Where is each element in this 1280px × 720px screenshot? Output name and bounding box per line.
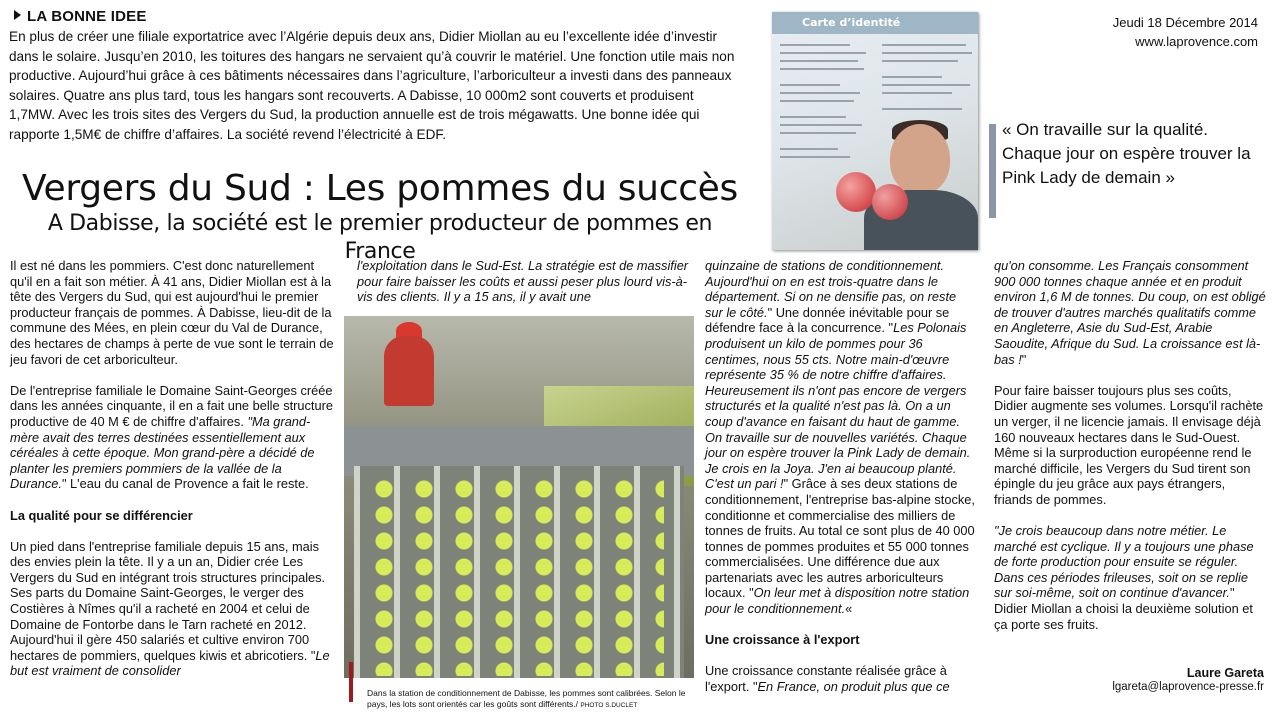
article-subheadline: A Dabisse, la société est le premier producteur de pommes en France [47, 211, 713, 264]
paragraph: De l'entreprise familiale le Domaine Saint-Georges créée dans les années cinquante, il en a fait une belle structure productive de 40 M € de chiffre d'affaires. "Ma grand-mère avait des terres destinées essentiellement aux céréales à cette époque. Mon grand-père a décidé de planter les premiers pommiers de la vallée de la Durance." L'eau du canal de Provence a fait le reste. [10, 382, 333, 492]
publication-date: Jeudi 18 Décembre 2014 [1112, 15, 1258, 30]
paragraph: "Je crois beaucoup dans notre métier. Le marché est cyclique. Il y a toujours une phase de forte production pour ensuite se réguler. Dans ces périodes frileuses, soit on se replie sur soi-même, soit on continue d'avancer." Didier Miollan a choisi la deuxième solution et ça porte ses fruits. [994, 523, 1254, 632]
photo-credit: PHOTO S.DUCLET [580, 702, 638, 709]
id-card-banner: Carte d’identité [772, 12, 978, 34]
column-4 [994, 258, 1266, 648]
apple-icon [836, 172, 876, 212]
publication-site[interactable]: www.laprovence.com [1135, 34, 1258, 49]
column-3 [705, 258, 977, 710]
paragraph: l'exploitation dans le Sud-Est. La stratégie est de massifier pour faire baisser les coûts et aussi peser plus lourd vis-à-vis des clients. Il y a 15 ans, il y avait une [357, 258, 689, 305]
id-card-image [772, 12, 978, 250]
paragraph: Un pied dans l'entreprise familiale depuis 15 ans, mais des envies plein la tête. Il y a un an, Didier crée Les Vergers du Sud en intégrant trois structures principales. Ses parts du Domaine Saint-Georges, le verger des Costières à Nîmes qu'il a racheté en 2004 et celui de Domaine de Fontorbe dans le Tarn racheté en 2012. Aujourd'hui il gère 450 salariés et cultive environ 700 hectares de pommiers, quelques kiwis et abricotiers. "Le but est vraiment de consolider [10, 538, 330, 679]
box-text: En plus de créer une filiale exportatrice avec l’Algérie depuis deux ans, Didier Miollan au eu l’excellente idée d’investir dans le solaire. Jusqu’en 2010, les toitures des hangars ne servaient qu’à couvrir le matériel. Une fonction utile mais non productive. Aujourd’hui grâce à ces bâtiments nécessaires dans l’agriculture, l’arboriculteur a investi dans des panneaux solaires. Quatre ans plus tard, tous les hangars sont recouverts. A Dabisse, 10 000m2 sont couverts et produisent 1,7MW. Avec les trois sites des Vergers du Sud, la production annuelle est de trois mégawatts. Une bonne idée qui rapporte 1,5M€ de chiffre d’affaires. La société revend l’électricité à EDF. [9, 29, 735, 142]
paragraph: Une croissance constante réalisée grâce à l'export. "En France, on produit plus que ce [705, 663, 950, 695]
box-heading [14, 8, 147, 25]
article-headline: Vergers du Sud : Les pommes du succès [21, 168, 738, 209]
paragraph: Il est né dans les pommiers. C'est donc naturellement qu'il en a fait son métier. À 41 ans, Didier Miollan est à la tête des Vergers du Sud, qui est aujourd'hui le premier producteur français de pommes. À Dabisse, lieu-dit de la commune des Mées, en plein cœur du Val de Durance, des hectares de champs à perte de vue sont le terrain de jeu favori de cet arboriculteur. [10, 258, 334, 367]
caption-bar [349, 662, 353, 702]
paragraph: Pour faire baisser toujours plus ses coûts, Didier augmente ses volumes. Lorsqu'il rachète un verger, il ne licencie jamais. Il envisage déjà 160 nouveaux hectares dans le Sud-Ouest. Même si la surproduction européenne rend le marché difficile, les Vergers du Sud tirent son épingle du jeu grâce aux pays étrangers, friands de pommes. [994, 382, 1264, 507]
sorting-line-photo [344, 316, 694, 678]
photo-caption: Dans la station de conditionnement de Dabisse, les pommes sont calibrées. Selon le pays, les lots sont orientés car les goûts sont différents./ PHOTO S.DUCLET [367, 688, 686, 709]
quote-bar [989, 124, 996, 218]
apple-icon [872, 184, 908, 220]
author-email[interactable]: lgareta@laprovence-presse.fr [1112, 681, 1264, 693]
section-heading: La qualité pour se différencier [10, 507, 193, 523]
section-heading: Une croissance à l'export [705, 632, 860, 648]
box-heading-text: LA BONNE IDEE [27, 8, 147, 25]
column-1 [10, 258, 338, 695]
apples-on-belt [364, 476, 664, 676]
worker-figure [384, 336, 434, 406]
triangle-bullet-icon [14, 10, 21, 20]
portrait-face [890, 124, 950, 194]
paragraph: quinzaine de stations de conditionnement. Aujourd'hui on en est trois-quatre dans le département. Si on ne densifie pas, on reste sur le côté." Une donnée inévitable pour se défendre face à la concurrence. "Les Polonais produisent un kilo de pommes pour 36 centimes, nous 55 cts. Notre main-d'œuvre représente 35 % de notre chiffre d'affaires. Heureusement ils n'ont pas encore de vergers structurés et la qualité n'est pas là. On a un coup d'avance en faisant du haut de gamme. On travaille sur de nouvelles variétés. Chaque jour on espère trouver la Pink Lady de demain. Je crois en la Joya. J'en ai beaucoup planté. C'est un pari !" Grâce à ses deux stations de conditionnement, l'entreprise bas-alpine stocke, conditionne et commercialise des milliers de tonnes de fruits. Au total ce sont plus de 40 000 tonnes de pommes produites et 55 000 tonnes commercialisées. Une différence due aux partenariats avec les autres arboriculteurs locaux. "On leur met à disposition notre station pour le conditionnement.« [705, 258, 975, 617]
paragraph: qu'on consomme. Les Français consomment 900 000 tonnes chaque année et en produit environ 1,6 M de tonnes. Du coup, on est obligé de trouver d'autres marchés qualitatifs comme en Angleterre, Asie du Sud-Est, Arabie Saoudite, Afrique du Sud. La croissance est là-bas !" [994, 258, 1266, 367]
publication-meta [1113, 13, 1258, 51]
pull-quote: « On travaille sur la qualité. Chaque jour on espère trouver la Pink Lady de demain » [1002, 120, 1251, 187]
author-name: Laure Gareta [1186, 666, 1264, 680]
column-2 [357, 258, 692, 320]
